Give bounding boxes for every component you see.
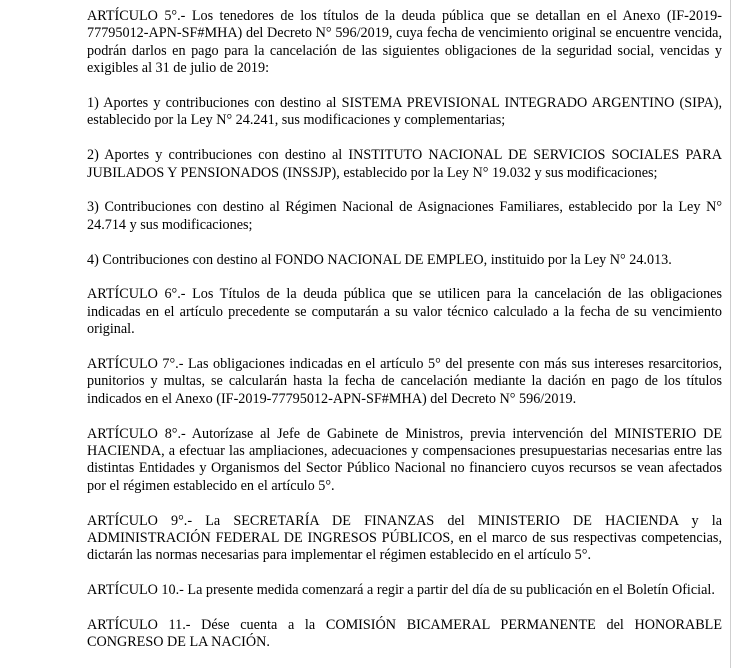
article-8-paragraph: ARTÍCULO 8°.- Autorízase al Jefe de Gabinete de Ministros, previa intervención del MINISTERIO DE HACIENDA, a efectuar las ampliaciones, adecuaciones y compensaciones presupuestarias necesarias entre las distintas Entidades y Organismos del Sector Público Nacional no financiero cuyos recursos se vean afectados por el régimen establecido en el artículo 5°. [87,425,722,494]
article-10-paragraph: ARTÍCULO 10.- La presente medida comenzará a regir a partir del día de su publicación en el Boletín Oficial. [87,582,715,599]
article-9-paragraph: ARTÍCULO 9°.- La SECRETARÍA DE FINANZAS del MINISTERIO DE HACIENDA y la ADMINISTRACIÓN FEDERAL DE INGRESOS PÚBLICOS, en el marco de sus respectivas competencias, dictarán las normas necesarias para implementar el régimen establecido en el artículo 5°. [87,512,722,564]
article-5-item-4: 4) Contribuciones con destino al FONDO NACIONAL DE EMPLEO, instituido por la Ley N° 24.013. [87,251,672,268]
article-5-item-1: 1) Aportes y contribuciones con destino al SISTEMA PREVISIONAL INTEGRADO ARGENTINO (SIPA), establecido por la Ley N° 24.241, sus modificaciones y complementarias; [87,95,722,129]
article-11-paragraph: ARTÍCULO 11.- Dése cuenta a la COMISIÓN BICAMERAL PERMANENTE del HONORABLE CONGRESO DE LA NACIÓN. [87,617,722,651]
article-7-paragraph: ARTÍCULO 7°.- Las obligaciones indicadas en el artículo 5° del presente con más sus intereses resarcitorios, punitorios y multas, se calcularán hasta la fecha de cancelación mediante la dación en pago de los títulos indicados en el Anexo (IF-2019-77795012-APN-SF#MHA) del Decreto N° 596/2019. [87,356,722,407]
document-body [87,8,722,669]
article-5-paragraph: ARTÍCULO 5°.- Los tenedores de los títulos de la deuda pública que se detallan en el Anexo (IF-2019-77795012-APN-SF#MHA) del Decreto N° 596/2019, cuya fecha de vencimiento original se encuentre vencida, podrán darlos en pago para la cancelación de las siguientes obligaciones de la seguridad social, vencidas y exigibles al 31 de julio de 2019: [87,8,722,77]
article-6-paragraph: ARTÍCULO 6°.- Los Títulos de la deuda pública que se utilicen para la cancelación de las obligaciones indicadas en el artículo precedente se computarán a su valor técnico calculado a la fecha de su vencimiento original. [87,286,722,338]
article-5-item-2: 2) Aportes y contribuciones con destino al INSTITUTO NACIONAL DE SERVICIOS SOCIALES PARA JUBILADOS Y PENSIONADOS (INSSJP), establecido por la Ley N° 19.032 y sus modificaciones; [87,147,722,181]
article-5-item-3: 3) Contribuciones con destino al Régimen Nacional de Asignaciones Familiares, establecido por la Ley N° 24.714 y sus modificaciones; [87,199,722,233]
page-edge-divider [730,0,731,668]
